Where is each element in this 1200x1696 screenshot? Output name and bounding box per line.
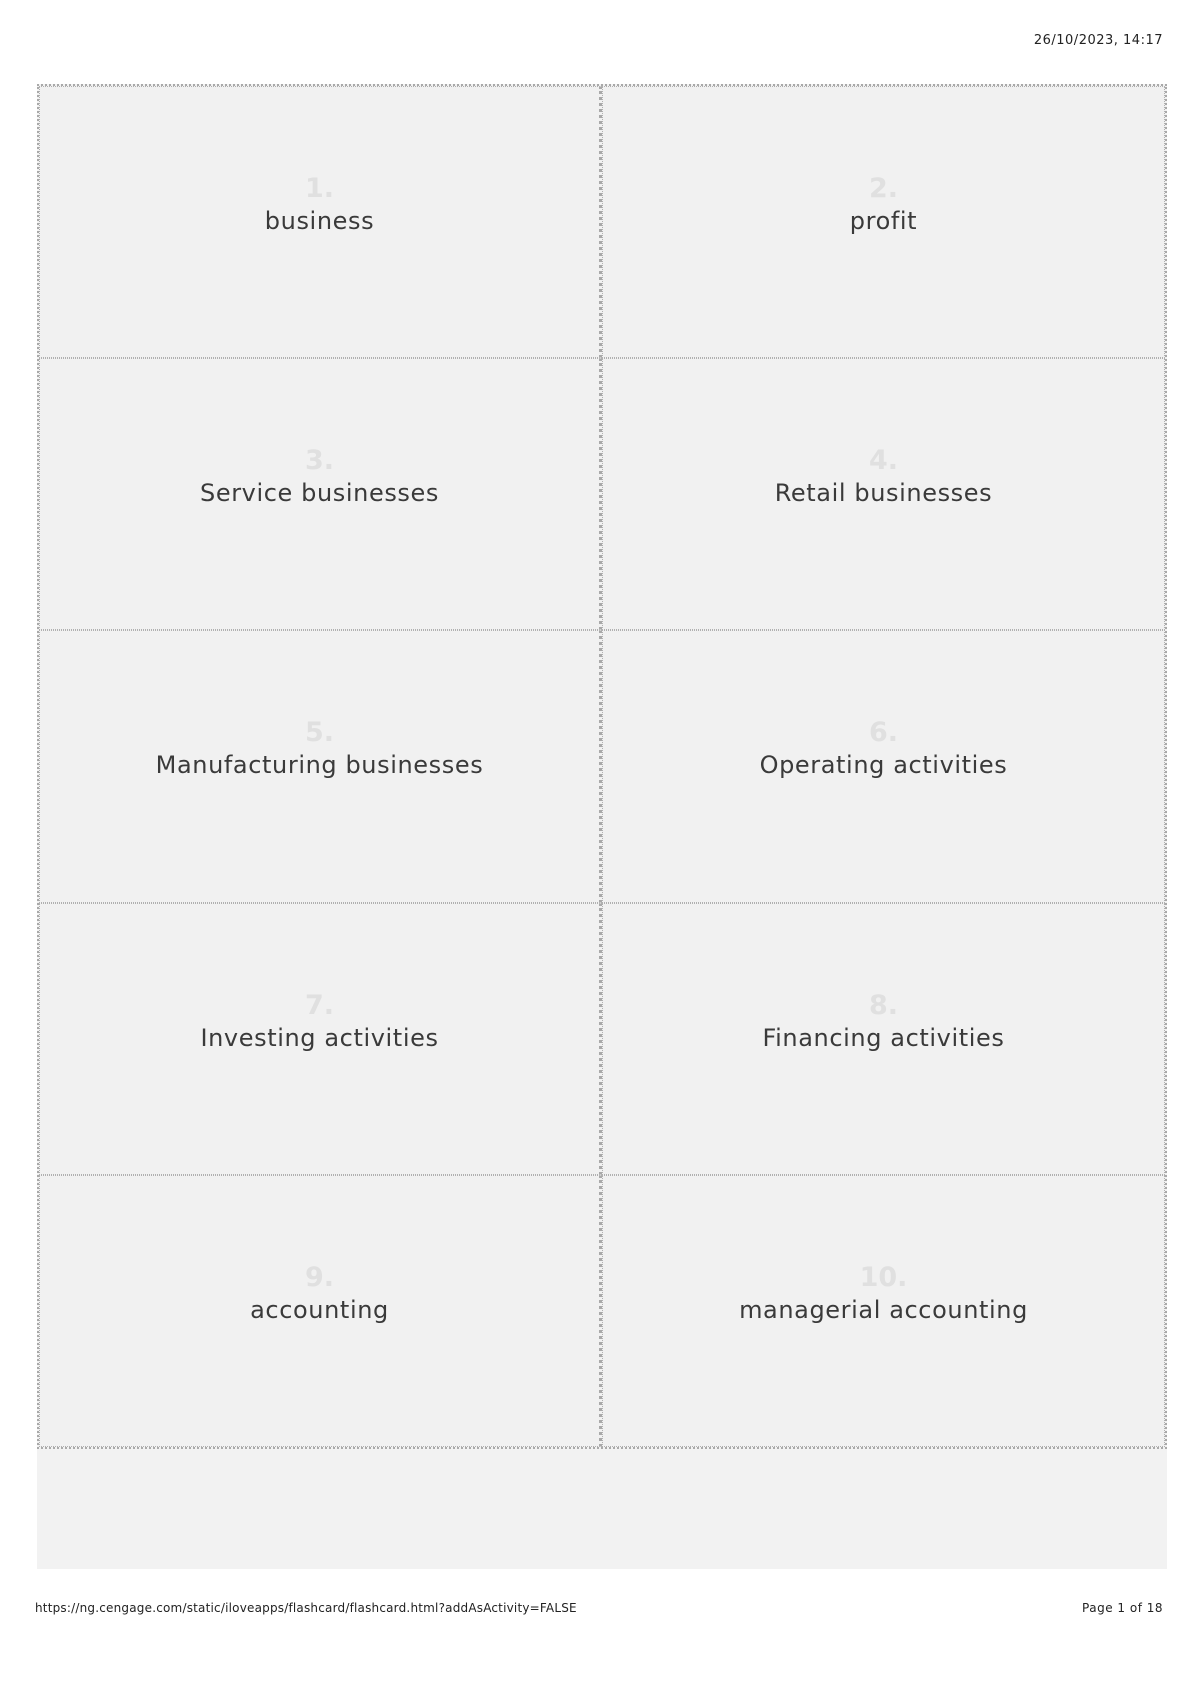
flashcard-term: managerial accounting: [739, 1295, 1028, 1324]
page-indicator: Page 1 of 18: [1082, 1601, 1163, 1615]
flashcard-term: Operating activities: [759, 751, 1008, 780]
flashcard-number: 10.: [859, 1261, 908, 1293]
flashcard-term: Manufacturing businesses: [155, 751, 484, 780]
flashcard-term: Investing activities: [200, 1023, 439, 1052]
flashcard-4[interactable]: [602, 358, 1165, 630]
flashcard-number: 5.: [304, 717, 335, 749]
flashcard-number: 7.: [304, 989, 335, 1021]
flashcard-grid: [37, 84, 1167, 1449]
flashcard-number: 8.: [868, 989, 899, 1021]
flashcard-9[interactable]: [39, 1175, 602, 1447]
print-timestamp: 26/10/2023, 14:17: [1033, 33, 1163, 48]
flashcard-6[interactable]: [602, 630, 1165, 902]
flashcard-term: business: [264, 207, 375, 236]
flashcard-7[interactable]: [39, 903, 602, 1175]
flashcard-number: 3.: [304, 445, 335, 477]
footer-url: https://ng.cengage.com/static/iloveapps/flashcard/flashcard.html?addAsActivity=FALSE: [35, 1601, 577, 1615]
flashcard-number: 9.: [304, 1261, 335, 1293]
flashcard-term: Service businesses: [200, 479, 439, 508]
flashcard-10[interactable]: [602, 1175, 1165, 1447]
flashcard-term: Financing activities: [762, 1023, 1005, 1052]
flashcard-term: Retail businesses: [774, 479, 993, 508]
flashcard-number: 1.: [304, 173, 335, 205]
flashcard-8[interactable]: [602, 903, 1165, 1175]
flashcard-5[interactable]: [39, 630, 602, 902]
flashcard-2[interactable]: [602, 86, 1165, 358]
flashcard-1[interactable]: [39, 86, 602, 358]
flashcard-term: accounting: [250, 1295, 389, 1324]
flashcard-number: 2.: [868, 173, 899, 205]
flashcard-3[interactable]: [39, 358, 602, 630]
flashcard-number: 4.: [868, 445, 899, 477]
flashcard-term: profit: [849, 207, 918, 236]
flashcard-number: 6.: [868, 717, 899, 749]
